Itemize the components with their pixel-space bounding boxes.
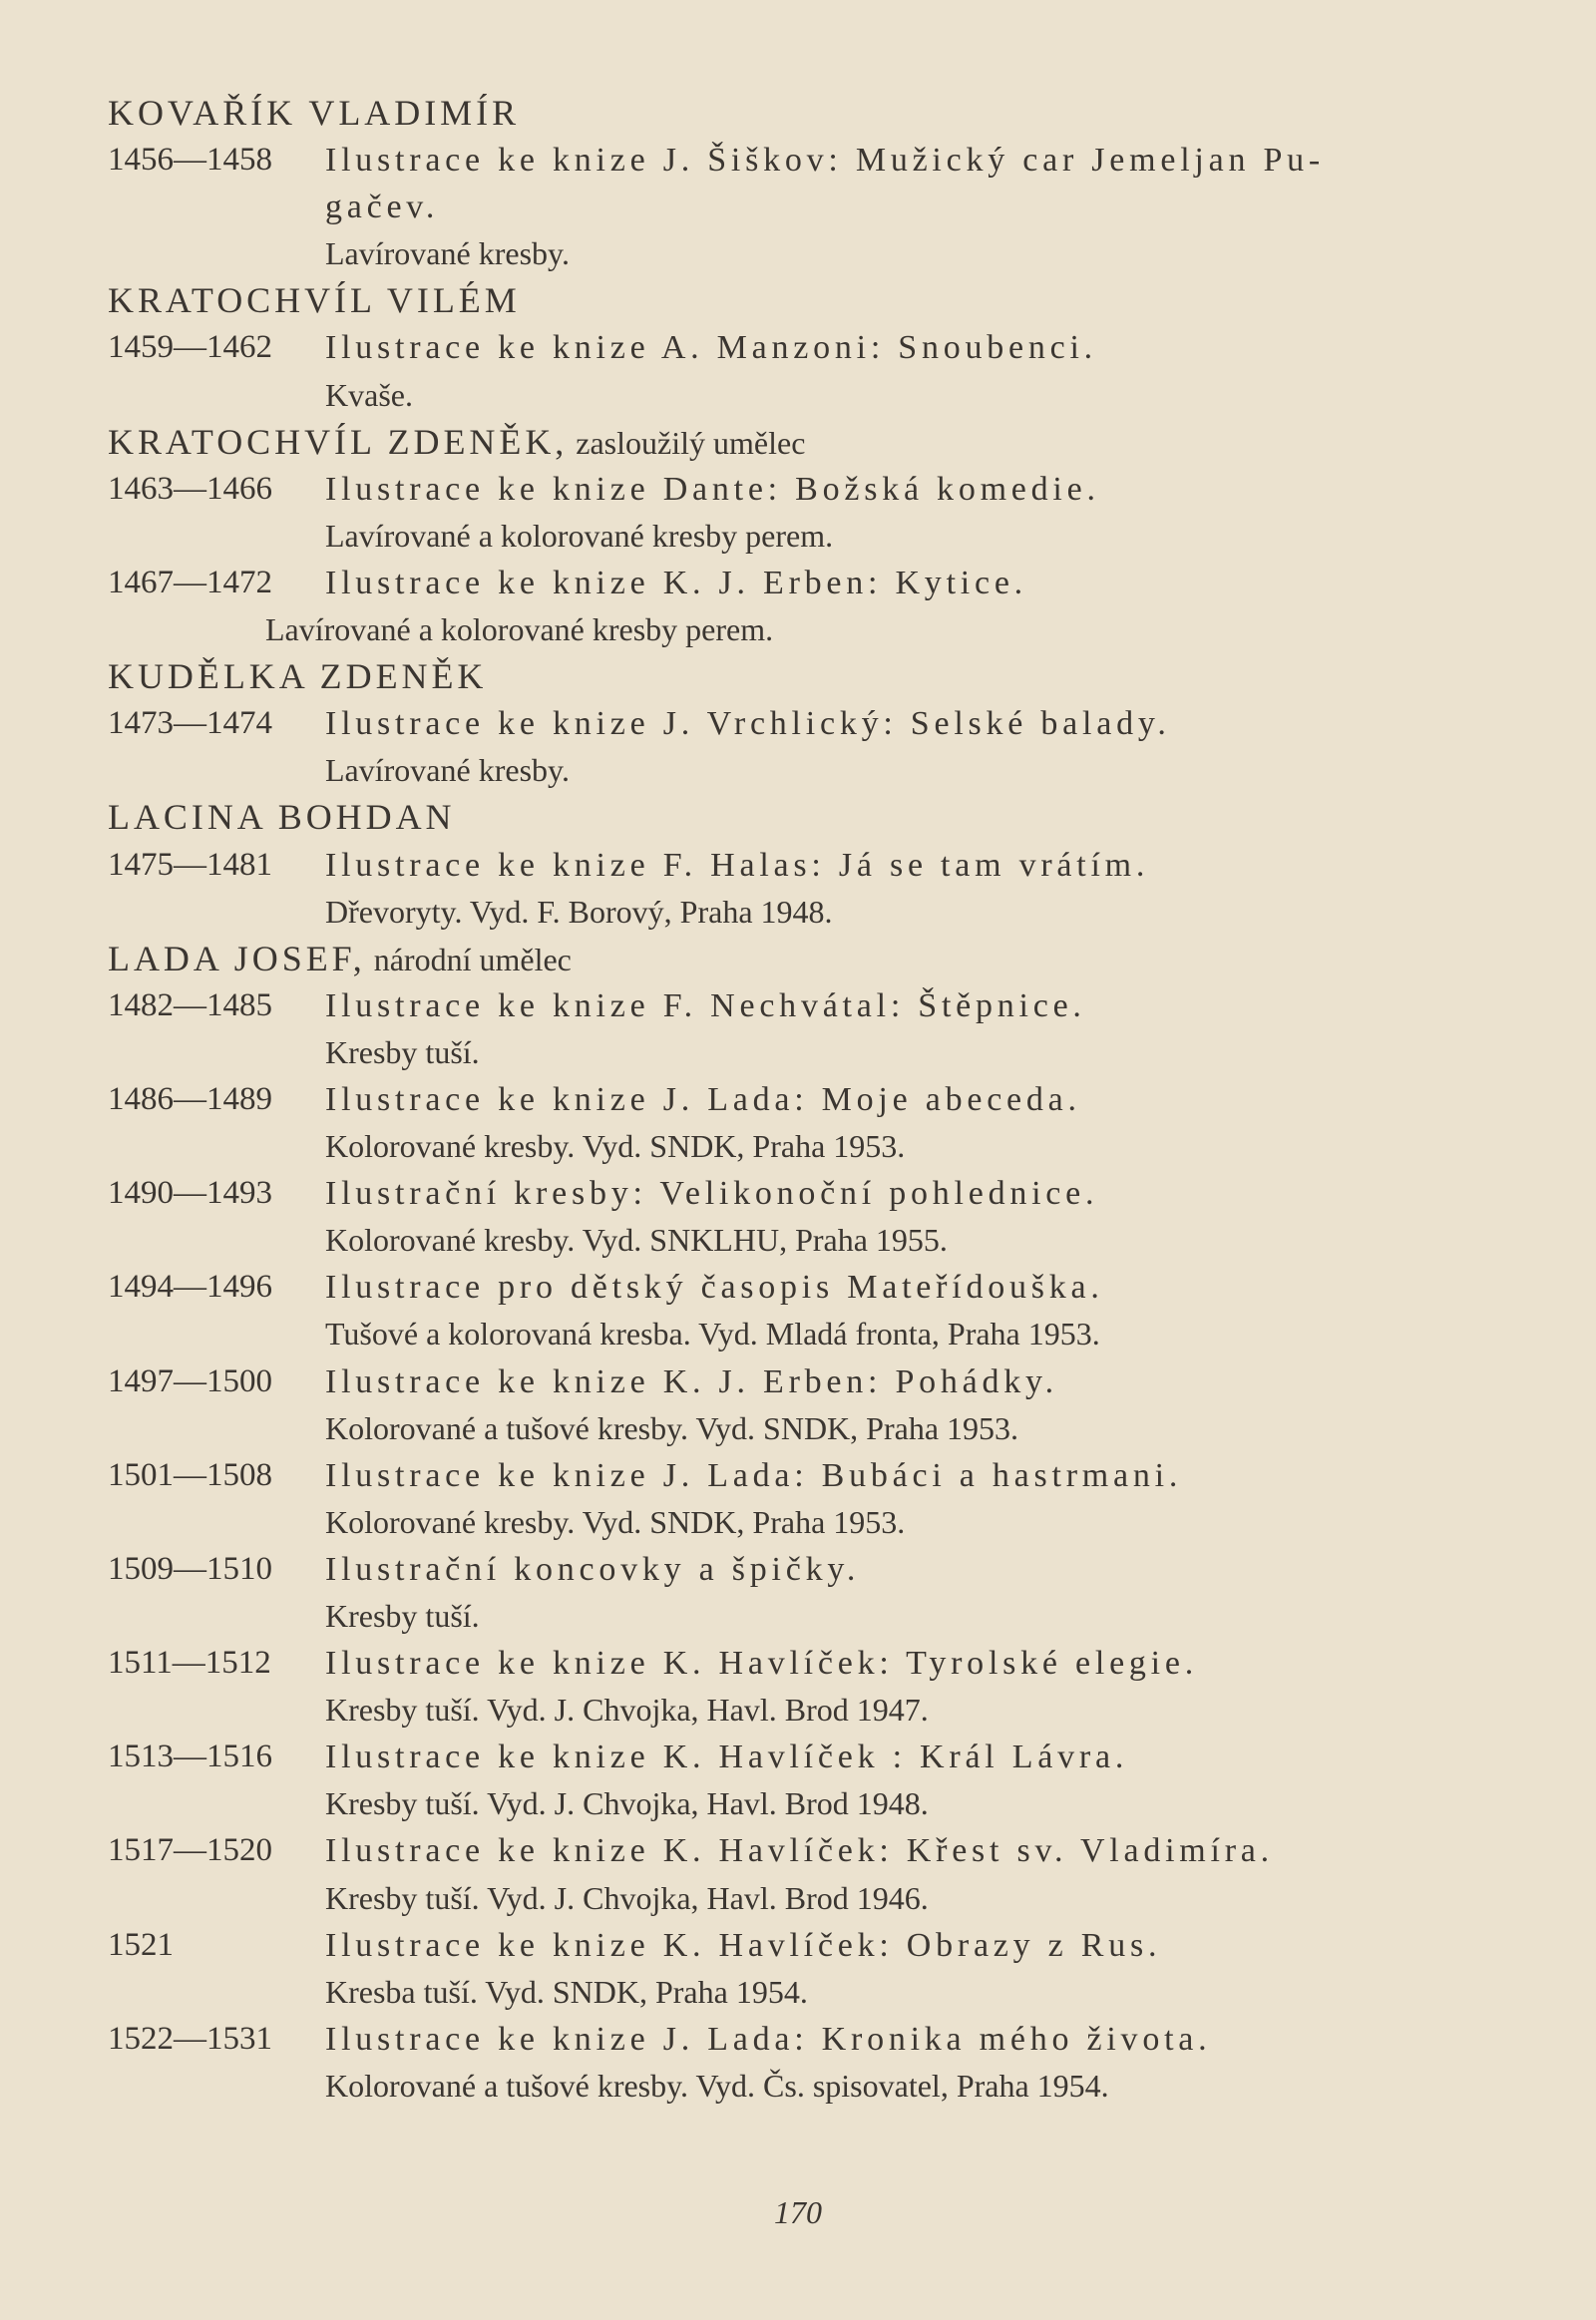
entry-title: Ilustrace ke knize F. Halas: Já se tam vrátím. (325, 846, 1150, 884)
entry-numbers: 1459—1462 (108, 329, 272, 366)
entry-title: Ilustrace ke knize J. Lada: Kronika mého života. (325, 2020, 1212, 2058)
entry-title: Ilustrační koncovky a špičky. (325, 1550, 861, 1588)
entry-numbers: 1521 (108, 1926, 174, 1963)
artist-title: národní umělec (365, 941, 572, 977)
entry-description: Kresba tuší. Vyd. SNDK, Praha 1954. (325, 1973, 808, 2010)
entry-numbers: 1501—1508 (108, 1456, 272, 1493)
catalog-entry (0, 982, 1596, 1029)
entry-numbers: 1482—1485 (108, 986, 272, 1023)
artist-heading (0, 277, 1596, 324)
entry-description: Kolorované kresby. Vyd. SNDK, Praha 1953. (325, 1128, 906, 1165)
entry-description: Kolorované a tušové kresby. Vyd. Čs. spisovatel, Praha 1954. (325, 2067, 1109, 2104)
catalog-entry (0, 466, 1596, 513)
entry-numbers: 1509—1510 (108, 1550, 272, 1587)
entry-description: Kresby tuší. Vyd. J. Chvojka, Havl. Brod 1947. (325, 1692, 929, 1729)
entry-title: Ilustrace ke knize A. Manzoni: Snoubenci. (325, 329, 1097, 367)
catalog-page (0, 90, 1596, 2110)
entry-title: Ilustrační kresby: Velikonoční pohlednice. (325, 1175, 1099, 1213)
entry-title: Ilustrace ke knize J. Vrchlický: Selské balady. (325, 705, 1171, 743)
entry-description: Kolorované a tušové kresby. Vyd. SNDK, Praha 1953. (325, 1409, 1019, 1446)
catalog-entry (0, 1827, 1596, 1874)
artist-name: KOVAŘÍK VLADIMÍR (108, 93, 521, 133)
entry-numbers: 1497—1500 (108, 1362, 272, 1399)
entry-numbers: 1463—1466 (108, 470, 272, 507)
catalog-entry (0, 1546, 1596, 1593)
entry-numbers: 1517—1520 (108, 1832, 272, 1869)
catalog-entry (0, 137, 1596, 184)
artist-name: KUDĚLKA ZDENĚK (108, 656, 488, 697)
entry-numbers: 1467—1472 (108, 564, 272, 600)
entry-description: Lavírované a kolorované kresby perem. (325, 517, 834, 554)
entry-title: Ilustrace pro dětský časopis Mateřídouška. (325, 1269, 1104, 1307)
entry-title-continuation: gačev. (325, 189, 440, 226)
catalog-entry (0, 1452, 1596, 1499)
entry-title: Ilustrace ke knize K. Havlíček: Tyrolské elegie. (325, 1645, 1198, 1683)
catalog-entry (0, 324, 1596, 371)
entry-description: Lavírované a kolorované kresby perem. (265, 611, 774, 648)
entry-numbers: 1490—1493 (108, 1175, 272, 1212)
entry-numbers: 1475—1481 (108, 846, 272, 883)
entry-title: Ilustrace ke knize K. Havlíček : Král Lávra. (325, 1739, 1129, 1776)
artist-name: KRATOCHVÍL ZDENĚK, (108, 421, 569, 462)
catalog-entry (0, 2016, 1596, 2063)
entry-numbers: 1494—1496 (108, 1269, 272, 1306)
entry-title: Ilustrace ke knize K. J. Erben: Pohádky. (325, 1362, 1058, 1400)
entry-description: Dřevoryty. Vyd. F. Borový, Praha 1948. (325, 893, 833, 930)
entry-numbers: 1511—1512 (108, 1645, 271, 1682)
entry-title: Ilustrace ke knize K. Havlíček: Obrazy z Rus. (325, 1926, 1162, 1964)
page-number: 170 (774, 2194, 822, 2230)
entry-description: Kresby tuší. Vyd. J. Chvojka, Havl. Brod 1948. (325, 1785, 929, 1822)
entry-title: Ilustrace ke knize F. Nechvátal: Štěpnice. (325, 986, 1086, 1024)
artist-title: zasloužilý umělec (568, 424, 806, 461)
catalog-entry (0, 1264, 1596, 1311)
artist-heading (0, 419, 1596, 466)
entry-description: Tušové a kolorovaná kresba. Vyd. Mladá fronta, Praha 1953. (325, 1316, 1100, 1353)
entry-title: Ilustrace ke knize Dante: Božská komedie. (325, 470, 1100, 508)
entry-description: Kolorované kresby. Vyd. SNKLHU, Praha 1955. (325, 1222, 948, 1259)
entry-numbers: 1473—1474 (108, 705, 272, 742)
catalog-entry (0, 1734, 1596, 1780)
artist-name: KRATOCHVÍL VILÉM (108, 280, 521, 321)
catalog-entry (0, 1358, 1596, 1405)
entry-description: Kresby tuší. Vyd. J. Chvojka, Havl. Brod 1946. (325, 1879, 929, 1916)
artist-name: LACINA BOHDAN (108, 797, 456, 838)
entry-title: Ilustrace ke knize K. J. Erben: Kytice. (325, 564, 1027, 601)
catalog-entry (0, 1640, 1596, 1687)
entry-numbers: 1522—1531 (108, 2020, 272, 2057)
entry-description: Lavírované kresby. (325, 752, 570, 789)
entry-description: Kresby tuší. (325, 1033, 480, 1070)
catalog-entry (0, 560, 1596, 606)
entry-numbers: 1456—1458 (108, 142, 272, 179)
artist-heading (0, 653, 1596, 700)
artist-name: LADA JOSEF, (108, 938, 366, 978)
catalog-entry (0, 1170, 1596, 1217)
artist-heading (0, 936, 1596, 982)
entry-numbers: 1513—1516 (108, 1739, 272, 1775)
catalog-entry (0, 1922, 1596, 1969)
entry-title: Ilustrace ke knize J. Lada: Bubáci a hastrmani. (325, 1456, 1183, 1494)
entry-title: Ilustrace ke knize K. Havlíček: Křest sv. Vladimíra. (325, 1832, 1274, 1870)
entry-description: Kolorované kresby. Vyd. SNDK, Praha 1953. (325, 1503, 906, 1540)
entry-title: Ilustrace ke knize J. Lada: Moje abeceda. (325, 1080, 1081, 1118)
catalog-entry (0, 1076, 1596, 1123)
entry-numbers: 1486—1489 (108, 1080, 272, 1117)
entry-description: Lavírované kresby. (325, 235, 570, 272)
catalog-entry (0, 842, 1596, 889)
catalog-entry (0, 700, 1596, 747)
artist-heading (0, 794, 1596, 841)
entry-title: Ilustrace ke knize J. Šiškov: Mužický car Jemeljan Pu- (325, 142, 1326, 180)
entry-description: Kresby tuší. (325, 1598, 480, 1634)
artist-heading (0, 90, 1596, 137)
entry-description: Kvaše. (325, 376, 413, 413)
